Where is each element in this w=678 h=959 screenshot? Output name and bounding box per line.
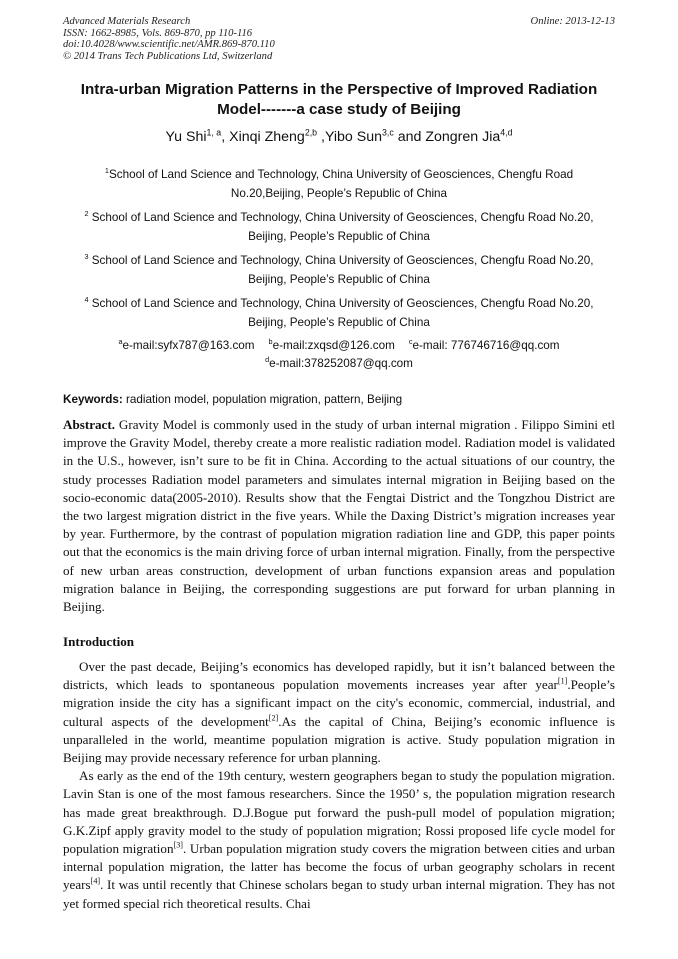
paragraph (63, 767, 615, 913)
paragraph (63, 658, 615, 767)
author-name: Yu Shi (165, 129, 207, 145)
affiliation-number: 2 (84, 209, 89, 219)
author-name: Zongren Jia (425, 129, 501, 145)
author-separator: , (317, 129, 325, 145)
author-list (40, 128, 638, 146)
affiliation-line: No.20,Beijing, People’s Republic of China (230, 187, 448, 200)
affiliation-line: Beijing, People’s Republic of China (248, 273, 430, 286)
citation[interactable]: [3] (173, 840, 183, 850)
doi-line: doi:10.4028/www.scientific.net/AMR.869-870.110 (63, 39, 275, 51)
abstract-text: Gravity Model is commonly used in the study of urban internal migration . Filippo Simini etl improve the Gravity Model, thereby create a more realistic radiation model. Radiation model is validated in the U.S., however, isn’t sure to be fit in China. According to the actual situations of our country, the study processes Radiation model parameters and simulates internal migration in Beijing based on the socio-economic data(2005-2010). Results show that the Fengtai District and the Tongzhou District are the two largest migration district in the five years. While the Daxing District’s migration increases year by year. Furthermore, by the contrast of population migration radiation line and GDP, this paper points out that the economics is the main driving force of urban internal migration. Finally, from the perspective of new urban areas construction, development of urban functions expansion areas and population migration balance in Beijing, the corresponding suggestions are put forward for urban planning in Beijing. (63, 417, 616, 615)
section-heading-introduction: Introduction (63, 634, 135, 649)
affiliation-1 (50, 165, 628, 203)
affiliation-line: Beijing, People’s Republic of China (248, 316, 430, 329)
paragraph-text: Over the past decade, Beijing’s economics has developed rapidly, but it isn’t balanced between the districts, which leads to spontaneous population movements increases year after year (63, 659, 615, 693)
email-sup: a (118, 337, 123, 347)
email-sup: d (265, 355, 270, 365)
introduction-body (63, 658, 615, 913)
journal-name: Advanced Materials Research (63, 16, 191, 27)
paragraph-text: As early as the end of the 19th century, western geographers began to study the population migration. Lavin Stan is one of the most famous researchers. Since the 1950’ s, the population migration research has made great breakthrough. D.J.Bogue put forward the push-pull model of population migration; G.K.Zipf apply gravity model to the study of population migration; Rossi proposed life cycle model for population migration (63, 768, 615, 857)
affiliation-line: Beijing, People’s Republic of China (248, 230, 430, 243)
paper-title (40, 80, 638, 120)
journal-header (63, 16, 615, 62)
email-b[interactable]: e-mail:zxqsd@126.com (272, 339, 395, 352)
title-line-1: Intra-urban Migration Patterns in the Perspective of Improved Radiation (80, 81, 598, 98)
affiliation-number: 4 (84, 295, 89, 305)
affiliation-line: School of Land Science and Technology, China University of Geosciences, Chengfu Road No.20, (91, 297, 594, 310)
affiliation-2 (50, 208, 628, 246)
author-name: Xinqi Zheng (229, 129, 305, 145)
paragraph-text: .As the capital of China, Beijing’s economic influence is unparalleled in the world, meantime population migration is active. Study population migration in Beijing may provide necessary reference for urban planning. (63, 713, 615, 766)
keywords-label: Keywords: (63, 393, 123, 406)
email-d[interactable]: e-mail:378252087@qq.com (269, 357, 413, 370)
email-sup: c (408, 337, 413, 347)
title-line-2: Model-------a case study of Beijing (217, 101, 461, 118)
online-date: Online: 2013-12-13 (530, 16, 615, 27)
copyright-line: © 2014 Trans Tech Publications Ltd, Switzerland (63, 50, 273, 62)
citation[interactable]: [1] (557, 676, 568, 686)
keywords-text: radiation model, population migration, pattern, Beijing (126, 393, 403, 406)
affiliation-line: School of Land Science and Technology, China University of Geosciences, Chengfu Road No.20, (91, 254, 594, 267)
author-sup: 3,c (382, 127, 394, 138)
author-sup: 2,b (304, 127, 318, 138)
email-sup: b (268, 337, 273, 347)
paragraph-text: .People’s migration inside the city has a significant impact on the city's economic, commercial, industrial, and cultural aspects of the development (63, 677, 615, 729)
affiliation-3 (50, 251, 628, 289)
author-separator: and (393, 129, 426, 145)
affiliation-number: 3 (84, 252, 89, 262)
citation[interactable]: [4] (90, 877, 101, 887)
paragraph-text: . It was until recently that Chinese scholars began to study urban internal migration. They has not yet formed special rich theoretical results. Chai (63, 877, 615, 911)
citation[interactable]: [2] (268, 713, 279, 723)
email-block (40, 337, 638, 373)
author-separator: , (221, 129, 230, 145)
affiliation-line: School of Land Science and Technology, China University of Geosciences, Chengfu Road No.20, (91, 211, 594, 224)
paragraph-text: . Urban population migration study covers the migration between cities and urban internal population migration, the latter has become the focus of urban geography scholars in recent years (63, 841, 615, 893)
author-name: Yibo Sun (324, 129, 383, 145)
affiliation-line: School of Land Science and Technology, China University of Geosciences, Chengfu Road (108, 168, 574, 181)
affiliation-4 (50, 294, 628, 332)
keywords (63, 392, 615, 408)
email-a[interactable]: e-mail:syfx787@163.com (122, 339, 255, 352)
author-sup: 4,d (500, 127, 513, 138)
affiliation-number: 1 (104, 166, 109, 176)
author-sup: 1, a (206, 127, 222, 138)
email-c[interactable]: e-mail: 776746716@qq.com (412, 339, 560, 352)
issn-line: ISSN: 1662-8985, Vols. 869-870, pp 110-116 (63, 27, 253, 39)
abstract-label: Abstract. (63, 417, 115, 432)
abstract (63, 416, 615, 616)
